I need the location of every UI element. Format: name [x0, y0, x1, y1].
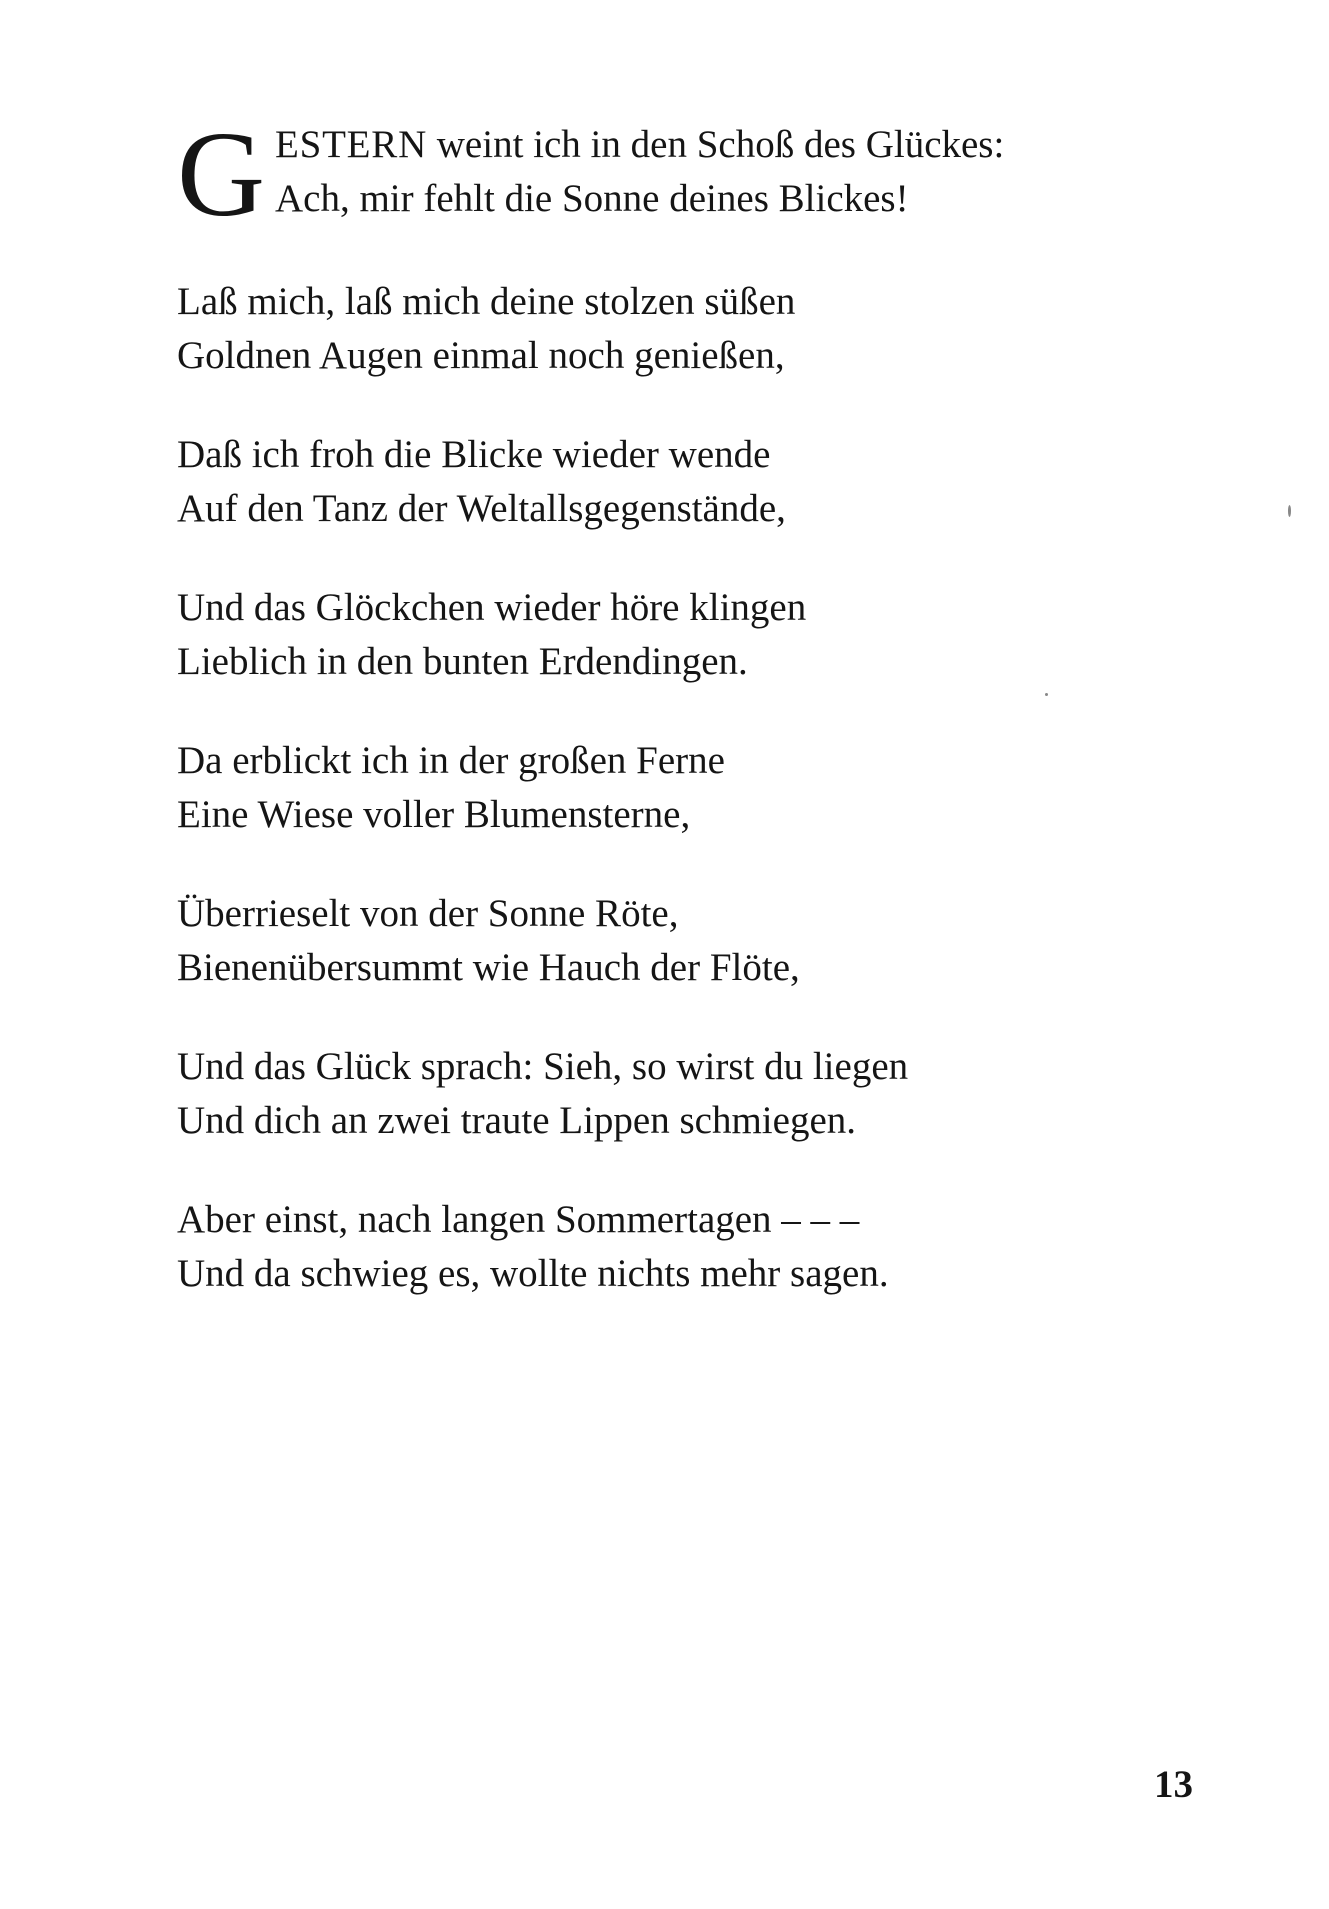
stanza	[177, 581, 1177, 689]
poem-line	[275, 118, 1004, 172]
poem	[177, 107, 1177, 1301]
poem-line: Und dich an zwei traute Lippen schmiegen.	[177, 1099, 857, 1142]
poem-line: Überrieselt von der Sonne Röte,	[177, 892, 679, 935]
poem-line: Ach, mir fehlt die Sonne deines Blickes!	[275, 177, 909, 220]
poem-line: Bienenübersummt wie Hauch der Flöte,	[177, 946, 800, 989]
stanza	[177, 887, 1177, 995]
stanza	[177, 734, 1177, 842]
poem-line: Und das Glück sprach: Sieh, so wirst du liegen	[177, 1045, 909, 1088]
poem-line: Und das Glöckchen wieder höre klingen	[177, 586, 807, 629]
poem-line: Laß mich, laß mich deine stolzen süßen	[177, 280, 796, 323]
poem-line: Daß ich froh die Blicke wieder wende	[177, 433, 771, 476]
poem-line: Goldnen Augen einmal noch genießen,	[177, 334, 785, 377]
print-speck	[1288, 505, 1291, 517]
poem-line: Lieblich in den bunten Erdendingen.	[177, 640, 748, 683]
drop-cap: G	[177, 107, 266, 242]
stanza	[177, 1193, 1177, 1301]
opening-line-tail: weint ich in den Schoß des Glückes:	[427, 123, 1005, 166]
poem-line: Da erblickt ich in der großen Ferne	[177, 739, 725, 782]
opening-stanza	[177, 107, 1177, 242]
poem-line: Aber einst, nach langen Sommertagen – – –	[177, 1198, 860, 1241]
stanza	[177, 1040, 1177, 1148]
stanza	[177, 275, 1177, 383]
poem-line: Auf den Tanz der Weltallsgegenstände,	[177, 487, 786, 530]
stanza	[177, 428, 1177, 536]
page-number: 13	[1154, 1763, 1193, 1806]
opening-small-caps: ESTERN	[275, 123, 428, 166]
print-speck	[1045, 693, 1048, 696]
poem-line: Eine Wiese voller Blumensterne,	[177, 793, 691, 836]
poem-line: Und da schwieg es, wollte nichts mehr sagen.	[177, 1252, 889, 1295]
